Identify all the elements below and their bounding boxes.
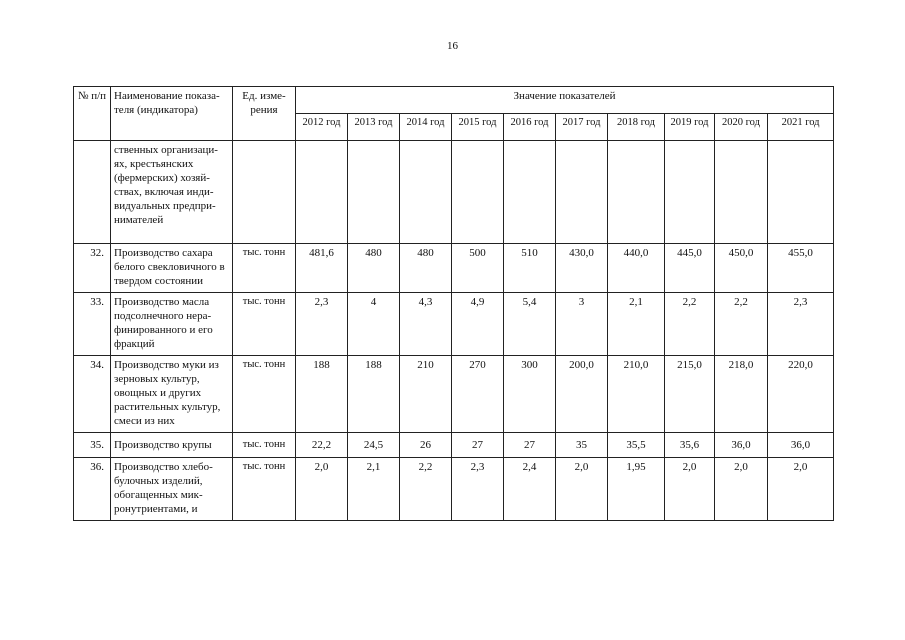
value-cell: 270: [452, 356, 504, 433]
value-cell: [296, 141, 348, 244]
value-cell: 2,0: [296, 458, 348, 521]
value-cell: 35: [556, 433, 608, 458]
value-cell: 5,4: [504, 293, 556, 356]
unit-cell: тыс. тонн: [233, 356, 296, 433]
table-row: [74, 458, 834, 521]
value-cell: 450,0: [715, 244, 768, 293]
value-cell: 27: [452, 433, 504, 458]
unit-cell: тыс. тонн: [233, 293, 296, 356]
value-cell: [715, 141, 768, 244]
value-cell: 218,0: [715, 356, 768, 433]
value-cell: 200,0: [556, 356, 608, 433]
value-cell: 210: [400, 356, 452, 433]
value-cell: [768, 141, 834, 244]
header-year: 2012 год: [296, 114, 348, 141]
row-number: 34.: [74, 356, 111, 433]
row-number: 35.: [74, 433, 111, 458]
header-year: 2015 год: [452, 114, 504, 141]
table-row: [74, 244, 834, 293]
header-year: 2019 год: [665, 114, 715, 141]
header-unit: Ед. изме-рения: [233, 87, 296, 141]
value-cell: 480: [400, 244, 452, 293]
value-cell: 1,95: [608, 458, 665, 521]
indicator-name: ственных организаци-ях, крестьянских (фермерских) хозяй-ствах, включая инди-видуальных предпри-нимателей: [111, 141, 233, 244]
header-year: 2017 год: [556, 114, 608, 141]
value-cell: 2,2: [715, 293, 768, 356]
value-cell: 3: [556, 293, 608, 356]
value-cell: 2,4: [504, 458, 556, 521]
value-cell: 188: [296, 356, 348, 433]
value-cell: 4,9: [452, 293, 504, 356]
value-cell: 27: [504, 433, 556, 458]
indicator-name: Производство масла подсолнечного нера-финированного и его фракций: [111, 293, 233, 356]
value-cell: 24,5: [348, 433, 400, 458]
table-header: [74, 87, 834, 141]
row-number: [74, 141, 111, 244]
value-cell: 2,3: [452, 458, 504, 521]
header-year: 2016 год: [504, 114, 556, 141]
table-row: [74, 293, 834, 356]
value-cell: 35,6: [665, 433, 715, 458]
value-cell: 188: [348, 356, 400, 433]
value-cell: 36,0: [715, 433, 768, 458]
value-cell: 215,0: [665, 356, 715, 433]
value-cell: 480: [348, 244, 400, 293]
header-year: 2020 год: [715, 114, 768, 141]
header-year: 2013 год: [348, 114, 400, 141]
value-cell: 2,2: [665, 293, 715, 356]
page-number: 16: [447, 40, 458, 52]
row-number: 36.: [74, 458, 111, 521]
value-cell: [608, 141, 665, 244]
value-cell: 220,0: [768, 356, 834, 433]
table-row: [74, 141, 834, 244]
value-cell: 2,3: [296, 293, 348, 356]
value-cell: [452, 141, 504, 244]
value-cell: 2,1: [348, 458, 400, 521]
header-values: Значение показателей: [296, 87, 834, 114]
indicator-name: Производство муки из зерновых культур, овощных и других растительных культур, смеси из них: [111, 356, 233, 433]
value-cell: 445,0: [665, 244, 715, 293]
unit-cell: тыс. тонн: [233, 458, 296, 521]
value-cell: 430,0: [556, 244, 608, 293]
value-cell: 455,0: [768, 244, 834, 293]
value-cell: 210,0: [608, 356, 665, 433]
header-year: 2021 год: [768, 114, 834, 141]
indicators-table: [73, 86, 834, 521]
header-num: № п/п: [74, 87, 111, 141]
value-cell: 510: [504, 244, 556, 293]
value-cell: [665, 141, 715, 244]
table-row: [74, 356, 834, 433]
row-number: 33.: [74, 293, 111, 356]
header-name: Наименование показа-теля (индикатора): [111, 87, 233, 141]
value-cell: 36,0: [768, 433, 834, 458]
value-cell: 22,2: [296, 433, 348, 458]
value-cell: 2,0: [556, 458, 608, 521]
value-cell: [556, 141, 608, 244]
value-cell: [348, 141, 400, 244]
value-cell: 2,2: [400, 458, 452, 521]
unit-cell: тыс. тонн: [233, 244, 296, 293]
table-row: [74, 433, 834, 458]
unit-cell: [233, 141, 296, 244]
value-cell: 26: [400, 433, 452, 458]
value-cell: [504, 141, 556, 244]
value-cell: 2,0: [715, 458, 768, 521]
indicator-name: Производство сахара белого свекловичного в твердом состоянии: [111, 244, 233, 293]
value-cell: [400, 141, 452, 244]
unit-cell: тыс. тонн: [233, 433, 296, 458]
indicator-name: Производство хлебо-булочных изделий, обогащенных мик-ронутриентами, и: [111, 458, 233, 521]
value-cell: 4,3: [400, 293, 452, 356]
value-cell: 481,6: [296, 244, 348, 293]
value-cell: 2,3: [768, 293, 834, 356]
value-cell: 2,0: [768, 458, 834, 521]
value-cell: 2,1: [608, 293, 665, 356]
value-cell: 440,0: [608, 244, 665, 293]
value-cell: 300: [504, 356, 556, 433]
value-cell: 500: [452, 244, 504, 293]
value-cell: 2,0: [665, 458, 715, 521]
indicator-name: Производство крупы: [111, 433, 233, 458]
header-year: 2018 год: [608, 114, 665, 141]
value-cell: 35,5: [608, 433, 665, 458]
value-cell: 4: [348, 293, 400, 356]
header-year: 2014 год: [400, 114, 452, 141]
row-number: 32.: [74, 244, 111, 293]
